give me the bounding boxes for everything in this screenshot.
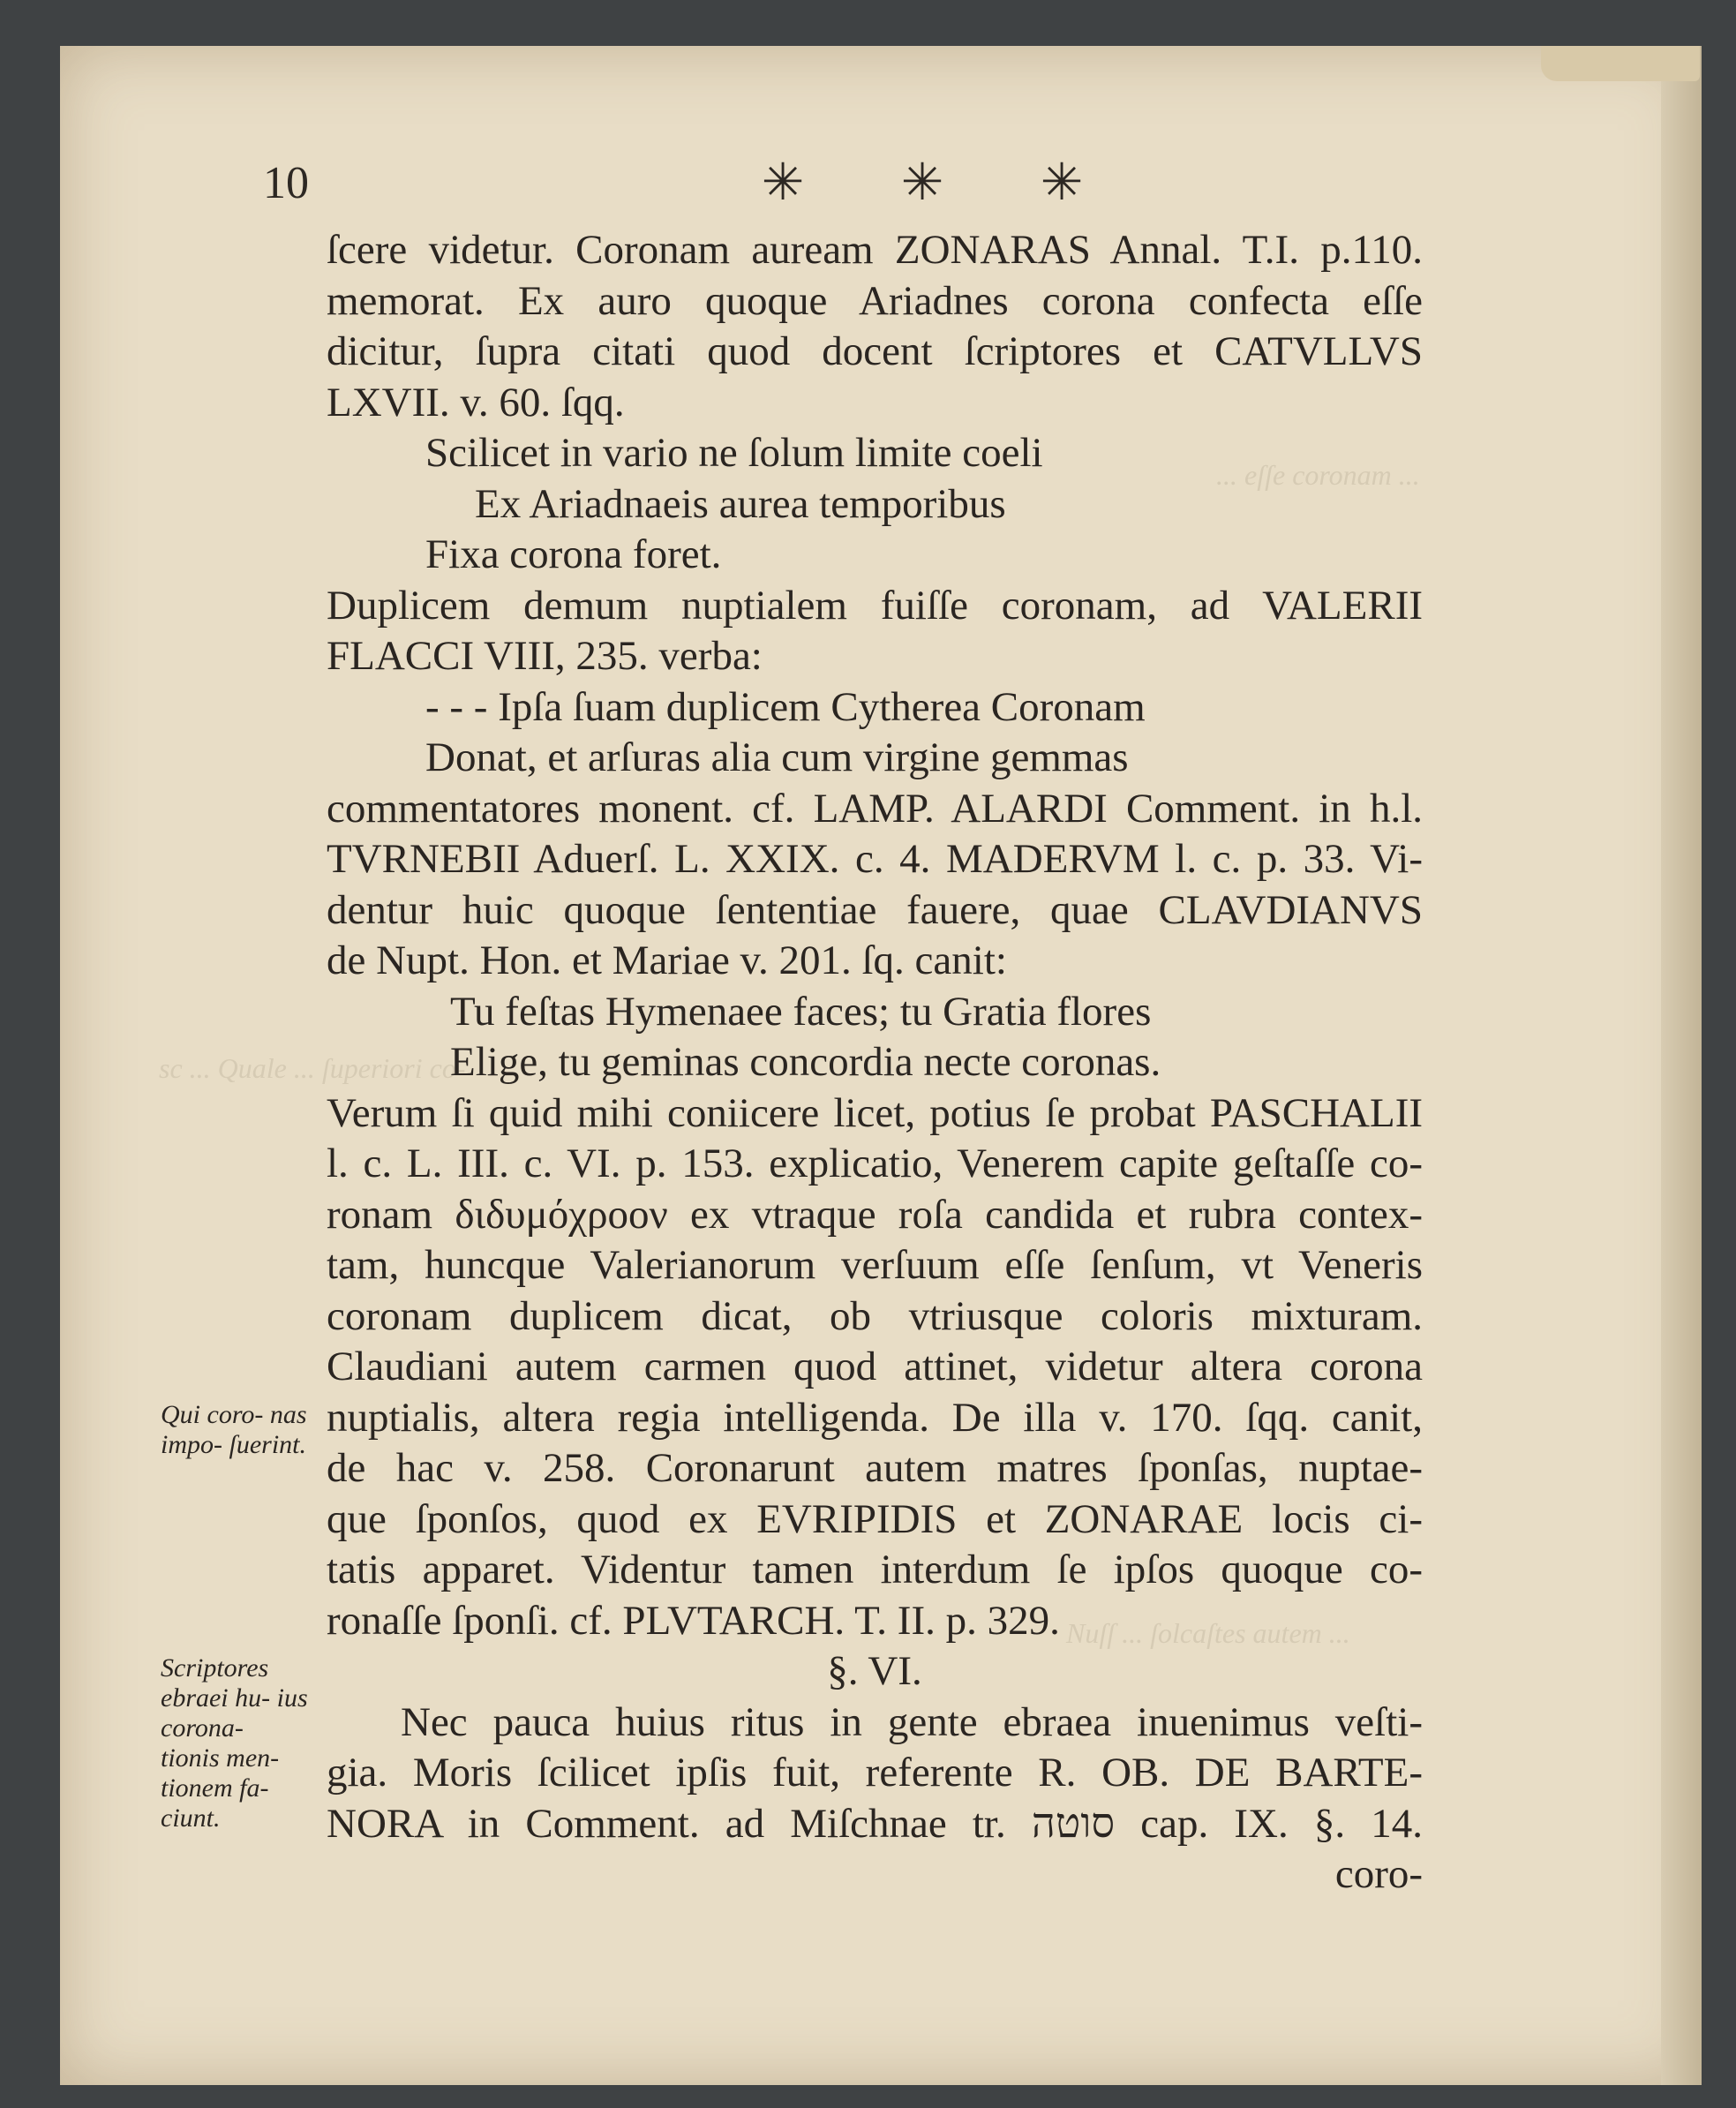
text-line: ronaſſe ſponſi. cf. PLVTARCH. T. II. p. 329. (327, 1597, 1060, 1644)
text-line: Fixa corona foret. (425, 531, 722, 577)
show-through-text: Nuſſ ... ſolcaſtes autem ... (1066, 1617, 1350, 1649)
text-line: Donat, et arſuras alia cum virgine gemmas (425, 734, 1129, 780)
star-icon: ✳ (1040, 154, 1084, 211)
page-edge (1661, 46, 1702, 2085)
star-icon: ✳ (761, 154, 805, 211)
text-line: memorat. Ex auro quoque Ariadnes corona confecta eſſe (327, 277, 1423, 324)
text-line: Ex Ariadnaeis aurea temporibus (475, 480, 1006, 527)
text-line: TVRNEBII Aduerſ. L. XXIX. c. 4. MADERVM l. c. p. 33. Vi- (327, 836, 1423, 882)
text-line: §. VI. (827, 1648, 922, 1694)
text-line: gia. Moris ſcilicet ipſis fuit, referente R. OB. DE BARTE- (327, 1750, 1423, 1796)
text-line: dicitur, ſupra citati quod docent ſcriptores et CATVLLVS (327, 328, 1423, 374)
text-line: dentur huic quoque ſententiae fauere, quae CLAVDIANVS (327, 886, 1423, 933)
text-line: nuptialis, altera regia intelligenda. De illa v. 170. ſqq. canit, (327, 1394, 1423, 1441)
text-line: coro- (1334, 1851, 1423, 1897)
text-line: LXVII. v. 60. ſqq. (327, 379, 625, 425)
show-through-text: ... eſſe coronam ... (1216, 459, 1420, 491)
text-line: de Nupt. Hon. et Mariae v. 201. ſq. canit: (327, 937, 1007, 983)
text-line: Claudiani autem carmen quod attinet, videtur altera corona (327, 1344, 1423, 1389)
text-line: l. c. L. III. c. VI. p. 153. explicatio, Venerem capite geſtaſſe co- (327, 1141, 1423, 1186)
ornament-stars (713, 152, 1131, 212)
torn-paper-corner (1541, 46, 1700, 81)
star-icon: ✳ (900, 154, 944, 211)
text-line: ſcere videtur. Coronam auream ZONARAS Annal. T.I. p.110. (327, 227, 1423, 273)
text-line: ronam διδυμόχροον ex vtraque roſa candida et rubra contex- (327, 1191, 1423, 1238)
text-line: Elige, tu geminas concordia necte coronas. (450, 1039, 1161, 1085)
text-line: commentatores monent. cf. LAMP. ALARDI Comment. in h.l. (327, 785, 1423, 832)
text-line: coronam duplicem dicat, ob vtriusque coloris mixturam. (327, 1292, 1423, 1339)
text-line: que ſponſos, quod ex EVRIPIDIS et ZONARAE locis ci- (327, 1495, 1423, 1542)
text-line: de hac v. 258. Coronarunt autem matres ſponſas, nuptae- (327, 1445, 1423, 1491)
margin-note: Scriptores ebraei hu- ius corona- tionis men- tionem fa- ciunt. (161, 1653, 308, 1833)
text-line: NORA in Comment. ad Miſchnae tr. סוטה cap. IX. §. 14. (327, 1800, 1423, 1847)
text-line: tam, huncque Valerianorum verſuum eſſe ſenſum, vt Veneris (327, 1242, 1423, 1288)
text-line: Duplicem demum nuptialem fuiſſe coronam, ad VALERII (327, 582, 1423, 629)
page-number: 10 (263, 158, 309, 208)
running-head (0, 154, 1736, 211)
text-line: FLACCI VIII, 235. verba: (327, 633, 763, 679)
text-line: Tu feſtas Hymenaee faces; tu Gratia flores (450, 988, 1152, 1035)
text-line: - - - Ipſa ſuam duplicem Cytherea Coronam (425, 683, 1146, 730)
text-line: Scilicet in vario ne ſolum limite coeli (425, 430, 1043, 476)
text-line: Verum ſi quid mihi coniicere licet, potius ſe probat PASCHALII (327, 1089, 1423, 1136)
body-text (327, 225, 1423, 1901)
text-line: tatis apparet. Videntur tamen interdum ſe ipſos quoque co- (327, 1547, 1423, 1592)
text-line: Nec pauca huius ritus in gente ebraea inuenimus veſti- (401, 1698, 1423, 1745)
show-through-text: sc ... Quale ... ſuperiori co- (159, 1052, 466, 1084)
margin-note: Qui coro- nas impo- ſuerint. (161, 1399, 307, 1459)
